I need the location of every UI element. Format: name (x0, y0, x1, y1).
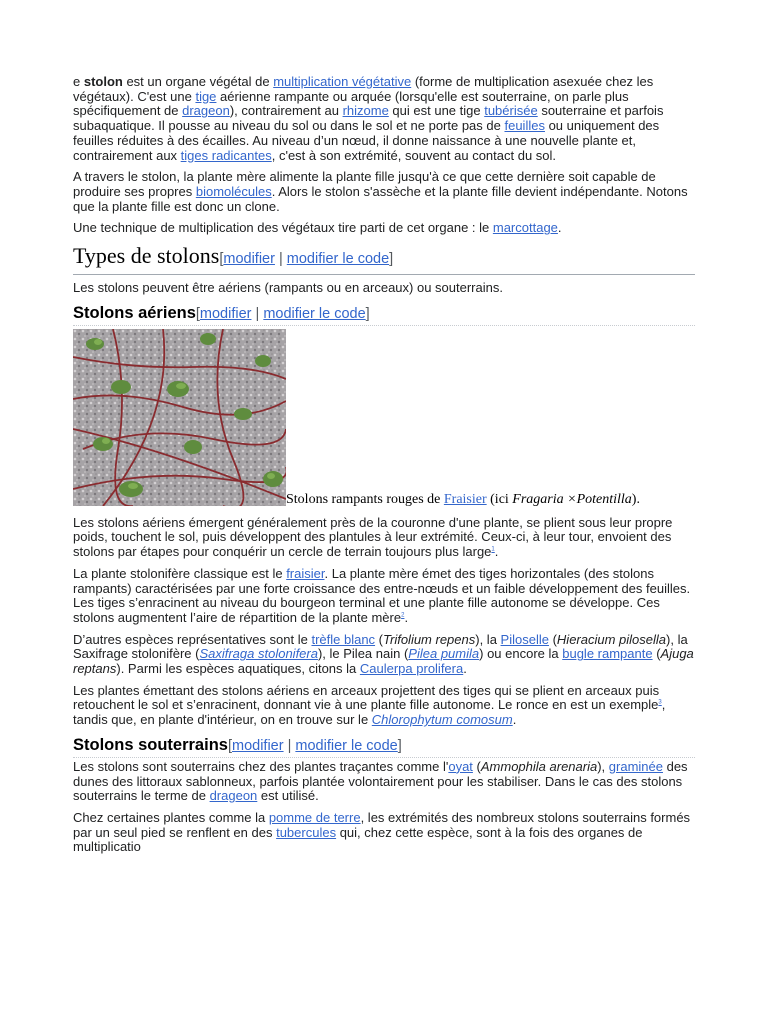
footnote-ref-3[interactable]: 3 (658, 700, 662, 707)
edit-link[interactable]: modifier (223, 251, 275, 268)
aeriens-paragraph-2: La plante stolonifère classique est le fraisier. La plante mère émet des tiges horizontales (des stolons rampants) caractérisées par une forte croissance des entre-nœuds et un faible développement des feuilles. Les tiges s’enracinent au niveau du bourgeon terminal et une plante fille autonome se développe. Ces stolons augmentent l’aire de répartition de la plante mère$^2$. (73, 565, 691, 625)
aeriens-paragraph-4: Les plantes émettant des stolons aériens en arceaux projettent des tiges qui se plient en arceaux puis retouchent le sol et s’enracinent, donnant vie à une plante fille autonome. Le ronce en est un exemple$^3$, tandis que, en plante d'intérieur, on en trouve sur le Chlorophytum comosum. (73, 682, 666, 728)
link-caulerpa-prolifera[interactable]: Caulerpa prolifera (359, 661, 464, 677)
figure-stolons (73, 329, 695, 506)
link-tuberisee[interactable]: tubérisée (484, 103, 538, 119)
link-drageon-2[interactable]: drageon (209, 788, 258, 804)
heading-types-de-stolons: Types de stolons[modifier | modifier le code] (73, 243, 695, 275)
types-paragraph: Les stolons peuvent être aériens (rampants ou en arceaux) ou souterrains. (73, 280, 503, 296)
strawberry-stolons-photo[interactable] (73, 329, 286, 506)
footnote-ref-1[interactable]: 1 (491, 546, 495, 553)
edit-section-links: [modifier | modifier le code] (219, 251, 394, 268)
intro-paragraph-1: e stolon est un organe végétal de multiplication végétative (forme de multiplication asexuée chez les végétaux). C'est une tige aérienne rampante ou arquée (lorsqu'elle est souterraine, on parle plus spécifiquement de drageon), contrairement au rhizome qui est une tige tubérisée souterraine et parfois subaquatique. Il pousse au niveau du sol ou dans le sol et ne porte pas de feuilles ou uniquement des feuilles réduites à des écailles. Au niveau d’un nœud, il donne naissance à une nouvelle plante et, contrairement aux tiges radicantes, c'est à son extrémité, souvent au contact du sol. (73, 74, 664, 163)
aeriens-paragraph-3: D’autres espèces représentatives sont le trèfle blanc (Trifolium repens), la Piloselle (Hieracium pilosella), la Saxifrage stolonifère (Saxifraga stolonifera), le Pilea nain (Pilea pumila) ou encore la bugle rampante (Ajuga reptans). Parmi les espèces aquatiques, citons la Caulerpa prolifera. (73, 631, 694, 677)
link-tige[interactable]: tige (195, 88, 217, 104)
link-trefle-blanc[interactable]: trèfle blanc (311, 631, 376, 647)
edit-code-link[interactable]: modifier le code (286, 251, 390, 268)
link-piloselle[interactable]: Piloselle (500, 631, 549, 647)
link-chlorophytum-comosum[interactable]: Chlorophytum comosum (371, 712, 513, 728)
edit-code-link[interactable]: modifier le code (263, 305, 366, 322)
link-saxifraga-stolonifera[interactable]: Saxifraga stolonifera (199, 646, 318, 662)
link-oyat[interactable]: oyat (448, 758, 473, 774)
link-graminee[interactable]: graminée (608, 758, 663, 774)
link-tubercules[interactable]: tubercules (276, 824, 337, 840)
footnote-ref-2[interactable]: 2 (401, 612, 405, 619)
link-pomme-de-terre[interactable]: pomme de terre (268, 809, 361, 825)
heading-stolons-aeriens: Stolons aériens[modifier | modifier le code] (73, 303, 695, 326)
souterrains-paragraph-2: Chez certaines plantes comme la pomme de terre, les extrémités des nombreux stolons souterrains formés par un seul pied se renflent en des tubercules qui, chez cette espèce, sont à la fois des organes de multiplicatio (73, 809, 691, 855)
edit-section-links: [modifier | modifier le code] (195, 305, 370, 322)
link-biomolecules[interactable]: biomolécules (195, 183, 272, 199)
edit-code-link[interactable]: modifier le code (295, 737, 398, 754)
link-multiplication-vegetative[interactable]: multiplication végétative (273, 74, 412, 89)
article-body (73, 75, 695, 862)
aeriens-paragraph-1: Les stolons aériens émergent généralement près de la couronne d'une plante, se plient sous leur propre poids, touchent le sol, puis développent des plantules à leur extrémité. Ceux-ci, à leur tour, envoient des stolons par étapes pour conquérir un cercle de terrain toujours plus large$^1$. (73, 514, 673, 560)
link-marcottage[interactable]: marcottage (492, 220, 558, 236)
edit-section-links: [modifier | modifier le code] (227, 737, 402, 754)
intro-paragraph-3: Une technique de multiplication des végétaux tire parti de cet organe : le marcottage. (73, 220, 562, 236)
link-fraisier-caption[interactable]: Fraisier (443, 491, 487, 507)
link-rhizome[interactable]: rhizome (342, 103, 389, 119)
figure-caption: Stolons rampants rouges de Fraisier (ici Fragaria ×Potentilla). (286, 491, 640, 507)
bold-term-stolon: stolon (83, 74, 123, 89)
link-tiges-radicantes[interactable]: tiges radicantes (180, 147, 272, 163)
edit-link[interactable]: modifier (199, 305, 252, 322)
link-drageon[interactable]: drageon (182, 103, 230, 119)
souterrains-paragraph-1: Les stolons sont souterrains chez des plantes traçantes comme l'oyat (Ammophila arenaria), graminée des dunes des littoraux sablonneux, parfois plantée volontairement pour les stabiliser. Dans le cas des stolons souterrains le terme de drageon est utilisé. (73, 758, 688, 804)
edit-link[interactable]: modifier (231, 737, 284, 754)
link-pilea-pumila[interactable]: Pilea pumila (408, 646, 480, 662)
link-bugle-rampante[interactable]: bugle rampante (562, 646, 653, 662)
link-fraisier[interactable]: fraisier (286, 565, 325, 581)
intro-paragraph-2: A travers le stolon, la plante mère alimente la plante fille jusqu'à ce que cette dernière soit capable de produire ses propres biomolécules. Alors le stolon s'assèche et la plante fille devient indépendante. Notons que la plante fille est donc un clone. (73, 169, 688, 214)
link-feuilles[interactable]: feuilles (504, 118, 545, 134)
heading-stolons-souterrains: Stolons souterrains[modifier | modifier le code] (73, 735, 695, 758)
